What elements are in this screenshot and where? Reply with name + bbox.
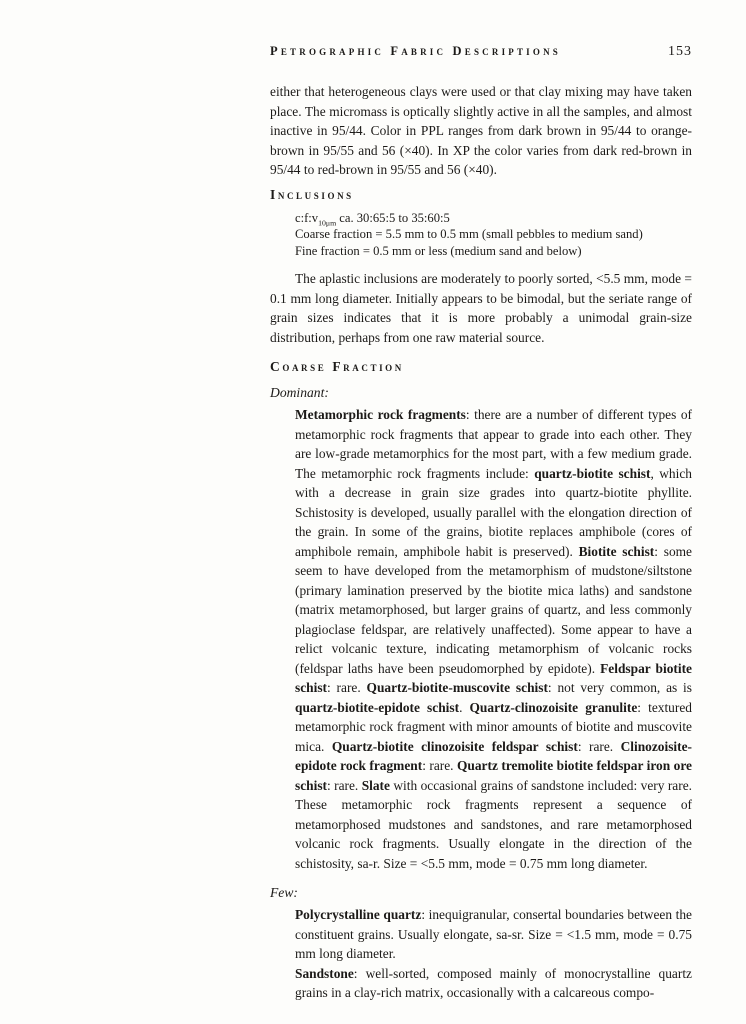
dominant-paragraph: Metamorphic rock fragments: there are a number of different types of metamorphic rock fragments that appear to grade into each other. They are low-grade metamorphics for the most part, with a few medium grade. The metamorphic rock fragments include: quartz-biotite schist, which with a decrease in grain size grades into quartz-biotite phyllite. Schistosity is developed, usually parallel with the elongation direction of the grain. In some of the grains, biotite replaces amphibole (cores of amphibole remain, amphibole habit is preserved). Biotite schist: some seem to have developed from the metamorphism of mudstone/siltstone (primary lamination preserved by the biotite mica laths) and sandstone (matrix metamorphosed, but larger grains of quartz, and less commonly plagioclase feldspar, are relatively unaffected). Some appear to have a relict volcanic texture, indicating metamorphism of volcanic rocks (feldspar laths have been pseudomorphed by epidote). Feldspar biotite schist: rare. Quartz-biotite-muscovite schist: not very common, as is quartz-biotite-epidote schist. Quartz-clinozoisite granulite: textured metamorphic rock fragment with minor amounts of biotite and muscovite mica. Quartz-biotite clinozoisite feldspar schist: rare. Clinozoisite-epidote rock fragment: rare. Quartz tremolite biotite feldspar iron ore schist: rare. Slate with occasional grains of sandstone included: very rare. These metamorphic rock fragments represent a sequence of metamorphosed mudstones and sandstones, and rare metamorphosed volcanic rock fragments. Usually elongate in the direction of the schistosity, sa-r. Size = <5.5 mm, mode = 0.75 mm long diameter. [295, 407, 693, 871]
few-label: Few: [270, 885, 298, 900]
fine-fraction-line: Fine fraction = 0.5 mm or less (medium sand and below) [295, 243, 582, 258]
running-head: Petrographic Fabric Descriptions [270, 44, 561, 58]
inclusions-summary-paragraph: The aplastic inclusions are moderately to poorly sorted, <5.5 mm, mode = 0.1 mm long diameter. Initially appears to be bimodal, but the seriate range of grain sizes indicates that it is more probably a unimodal grain-size distribution, perhaps from one raw material source. [270, 271, 692, 345]
intro-paragraph: either that heterogeneous clays were used or that clay mixing may have taken place. The micromass is optically slightly active in all the samples, and almost inactive in 95/44. Color in PPL ranges from dark brown in 95/44 to orange-brown in 95/55 and 56 (×40). In XP the color varies from dark red-brown in 95/44 to red-brown in 95/55 and 56 (×40). [270, 84, 692, 177]
polycrystalline-quartz-paragraph: Polycrystalline quartz: inequigranular, consertal boundaries between the constituent grains. Usually elongate, sa-sr. Size = <1.5 mm, mode = 0.75 mm long diameter. [295, 907, 692, 961]
coarse-fraction-heading: Coarse Fraction [270, 359, 404, 374]
main-text-column [270, 82, 692, 1003]
inclusions-heading: Inclusions [270, 186, 354, 202]
coarse-fraction-line: Coarse fraction = 5.5 mm to 0.5 mm (small pebbles to medium sand) [295, 227, 643, 241]
sandstone-paragraph: Sandstone: well-sorted, composed mainly of monocrystalline quartz grains in a clay-rich matrix, occasionally with a calcareous compo- [295, 965, 692, 1000]
cfv-block [295, 210, 692, 260]
page-header [270, 44, 692, 60]
dominant-label: Dominant: [270, 385, 329, 400]
page-number: 153 [668, 44, 692, 59]
cfv-ratio-line: $c:f:v_{10\mu m}$ ca. 30:65:5 to 35:60:5 [295, 210, 450, 228]
